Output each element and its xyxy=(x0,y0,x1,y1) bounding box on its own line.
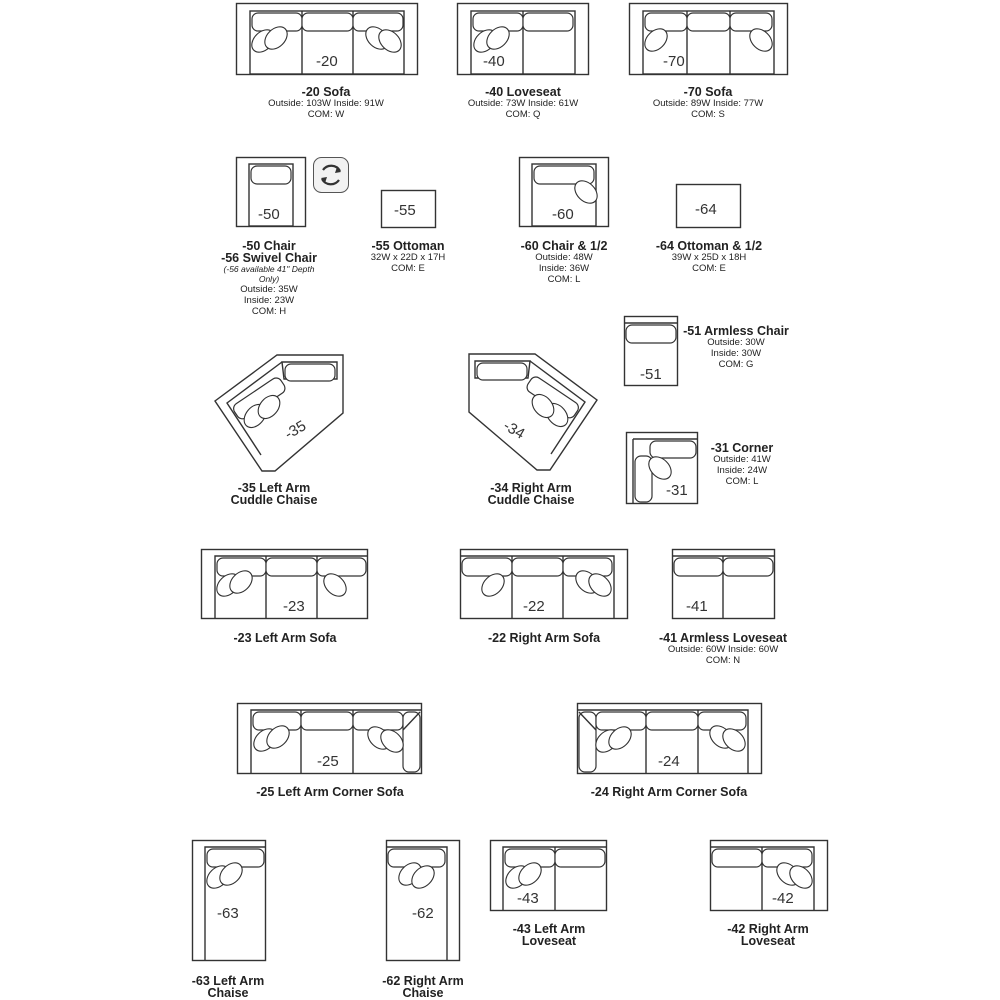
armless-chair-51-caption xyxy=(683,325,789,370)
armless-loveseat-41-name: -41 Armless Loveseat xyxy=(658,631,788,645)
sofa-20-caption xyxy=(268,86,384,120)
cuddle-chaise-34-caption xyxy=(488,482,575,506)
right-arm-loveseat-42-caption xyxy=(727,923,809,947)
chair-50-name: -50 Chair xyxy=(242,239,296,253)
ottoman-64-com: COM: E xyxy=(692,263,726,274)
chair-60-diagram xyxy=(519,157,609,227)
cuddle-chaise-34-name-1: -34 Right Arm xyxy=(490,481,572,495)
sofa-70-dims: Outside: 89W Inside: 77W xyxy=(652,98,764,109)
sofa-20-dims: Outside: 103W Inside: 91W xyxy=(268,98,384,109)
left-arm-sofa-23-number: -23 xyxy=(283,598,305,615)
right-arm-chaise-62-name-1: -62 Right Arm xyxy=(382,974,464,988)
loveseat-40-com: COM: Q xyxy=(505,109,541,120)
ottoman-55-name: -55 Ottoman xyxy=(371,239,445,253)
sofa-70-caption xyxy=(653,86,763,120)
loveseat-40-number: -40 xyxy=(483,53,505,70)
chair-60-name: -60 Chair & 1/2 xyxy=(520,239,608,253)
armless-loveseat-41-caption xyxy=(659,632,787,666)
corner-31-diagram xyxy=(626,432,698,504)
sofa-70-diagram xyxy=(629,3,788,75)
left-arm-loveseat-43-caption xyxy=(513,923,585,947)
right-arm-sofa-22-caption xyxy=(488,632,600,644)
corner-31-outside: Outside: 41W xyxy=(713,454,771,465)
ottoman-55-number: -55 xyxy=(394,202,416,219)
ottoman-55-caption xyxy=(371,240,445,274)
corner-31-com: COM: L xyxy=(725,476,759,487)
ottoman-64-number: -64 xyxy=(695,201,717,218)
swivel-icon xyxy=(313,157,349,193)
right-arm-corner-sofa-24-caption xyxy=(591,786,748,798)
chair-60-number: -60 xyxy=(552,206,574,223)
armless-loveseat-41-com: COM: N xyxy=(705,655,741,666)
left-arm-loveseat-43-number: -43 xyxy=(517,890,539,907)
left-arm-chaise-63-diagram xyxy=(192,840,266,961)
corner-31-name: -31 Corner xyxy=(710,441,774,455)
armless-chair-51-name: -51 Armless Chair xyxy=(683,324,789,338)
right-arm-sofa-22-diagram xyxy=(460,549,628,619)
cuddle-chaise-35-name-2: Cuddle Chaise xyxy=(230,493,318,507)
right-arm-corner-sofa-24-name: -24 Right Arm Corner Sofa xyxy=(590,785,748,799)
right-arm-chaise-62-name-2: Chaise xyxy=(402,986,444,1000)
ottoman-55-dims: 32W x 22D x 17H xyxy=(370,252,446,263)
chair-50-inside: Inside: 23W xyxy=(243,295,295,306)
sofa-70-name: -70 Sofa xyxy=(683,85,733,99)
armless-loveseat-41-dims: Outside: 60W Inside: 60W xyxy=(667,644,779,655)
cuddle-chaise-35-name-1: -35 Left Arm xyxy=(237,481,311,495)
chair-60-com: COM: L xyxy=(547,274,581,285)
loveseat-40-caption xyxy=(468,86,578,120)
cuddle-chaise-35-caption xyxy=(231,482,318,506)
swivel-note-2: Only) xyxy=(258,274,280,284)
left-arm-loveseat-43-diagram xyxy=(490,840,607,911)
right-arm-chaise-62-caption xyxy=(382,975,464,999)
right-arm-loveseat-42-number: -42 xyxy=(772,890,794,907)
ottoman-64-dims: 39W x 25D x 18H xyxy=(671,252,747,263)
chair-50-com: COM: H xyxy=(251,306,287,317)
sofa-20-name: -20 Sofa xyxy=(301,85,351,99)
right-arm-sofa-22-number: -22 xyxy=(523,598,545,615)
chair-60-inside: Inside: 36W xyxy=(538,263,590,274)
chair-60-caption xyxy=(521,240,608,285)
right-arm-sofa-22-name: -22 Right Arm Sofa xyxy=(487,631,601,645)
ottoman-64-diagram xyxy=(676,184,741,228)
swivel-note-1: (-56 available 41" Depth xyxy=(223,264,315,274)
left-arm-chaise-63-caption xyxy=(192,975,264,999)
left-arm-chaise-63-name-1: -63 Left Arm xyxy=(191,974,265,988)
ottoman-55-diagram xyxy=(381,190,436,228)
armless-chair-51-diagram xyxy=(624,316,678,386)
right-arm-loveseat-42-name-1: -42 Right Arm xyxy=(727,922,809,936)
left-arm-chaise-63-name-2: Chaise xyxy=(207,986,249,1000)
left-arm-loveseat-43-name-2: Loveseat xyxy=(521,934,577,948)
chair-50-caption xyxy=(221,240,317,317)
sofa-20-com: COM: W xyxy=(307,109,345,120)
sofa-20-diagram xyxy=(236,3,418,75)
armless-loveseat-41-diagram xyxy=(672,549,775,619)
chair-60-outside: Outside: 48W xyxy=(535,252,593,263)
left-arm-chaise-63-number: -63 xyxy=(217,905,239,922)
loveseat-40-diagram xyxy=(457,3,589,75)
ottoman-64-caption xyxy=(656,240,762,274)
left-arm-corner-sofa-25-caption xyxy=(256,786,403,798)
right-arm-loveseat-42-diagram xyxy=(710,840,828,911)
sofa-70-com: COM: S xyxy=(691,109,725,120)
cuddle-chaise-35-diagram xyxy=(215,355,345,472)
right-arm-chaise-62-diagram xyxy=(386,840,460,961)
corner-31-inside: Inside: 24W xyxy=(716,465,768,476)
ottoman-55-com: COM: E xyxy=(391,263,425,274)
left-arm-loveseat-43-name-1: -43 Left Arm xyxy=(512,922,586,936)
corner-31-number: -31 xyxy=(666,482,688,499)
right-arm-corner-sofa-24-diagram xyxy=(577,703,762,774)
sofa-20-number: -20 xyxy=(316,53,338,70)
cuddle-chaise-34-number: -34 xyxy=(500,417,528,443)
corner-31-caption xyxy=(711,442,774,487)
right-arm-loveseat-42-name-2: Loveseat xyxy=(740,934,796,948)
left-arm-corner-sofa-25-number: -25 xyxy=(317,753,339,770)
armless-loveseat-41-number: -41 xyxy=(686,598,708,615)
sofa-70-number: -70 xyxy=(663,53,685,70)
chair-50-diagram xyxy=(236,157,306,227)
cuddle-chaise-34-diagram xyxy=(469,354,599,471)
left-arm-sofa-23-caption xyxy=(233,632,336,644)
loveseat-40-dims: Outside: 73W Inside: 61W xyxy=(467,98,579,109)
cuddle-chaise-35-number: -35 xyxy=(281,417,310,443)
right-arm-chaise-62-number: -62 xyxy=(412,905,434,922)
cuddle-chaise-34-name-2: Cuddle Chaise xyxy=(487,493,575,507)
left-arm-corner-sofa-25-diagram xyxy=(237,703,422,774)
right-arm-corner-sofa-24-number: -24 xyxy=(658,753,680,770)
chair-50-outside: Outside: 35W xyxy=(240,284,298,295)
loveseat-40-name: -40 Loveseat xyxy=(485,85,561,99)
left-arm-sofa-23-name: -23 Left Arm Sofa xyxy=(233,631,337,645)
left-arm-sofa-23-diagram xyxy=(201,549,368,619)
chair-50-number: -50 xyxy=(258,206,280,223)
armless-chair-51-number: -51 xyxy=(640,366,662,383)
armless-chair-51-outside: Outside: 30W xyxy=(707,337,765,348)
armless-chair-51-com: COM: G xyxy=(718,359,754,370)
left-arm-corner-sofa-25-name: -25 Left Arm Corner Sofa xyxy=(256,785,404,799)
swivel-chair-56-name: -56 Swivel Chair xyxy=(221,251,317,265)
ottoman-64-name: -64 Ottoman & 1/2 xyxy=(655,239,763,253)
armless-chair-51-inside: Inside: 30W xyxy=(710,348,762,359)
